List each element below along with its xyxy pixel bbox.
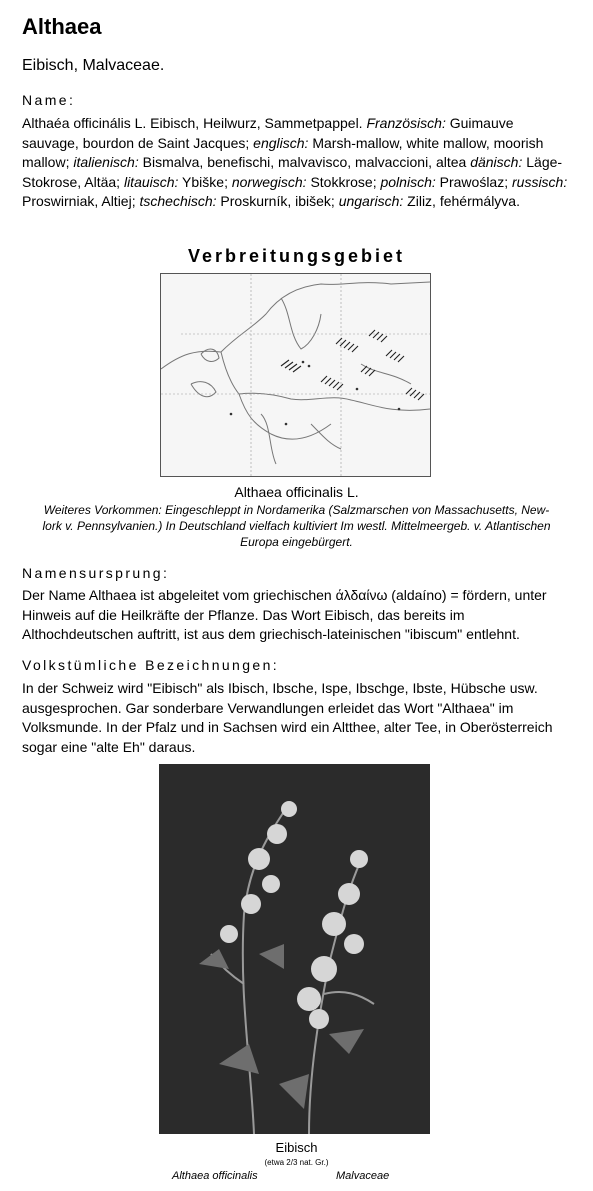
map-heading: Verbreitungsgebiet <box>187 246 406 266</box>
name-paragraph <box>22 114 574 212</box>
photo-scale-note: (etwa 2/3 nat. Gr.) <box>264 1158 329 1167</box>
language-label: italienisch: <box>73 154 139 170</box>
language-label: englisch: <box>253 134 309 151</box>
marshmallow-plant-image <box>159 764 430 1134</box>
language-label: dänisch: <box>470 154 523 170</box>
photo-latin-name: Althaea officinalis <box>172 1170 258 1182</box>
language-label: russisch: <box>512 173 568 190</box>
distribution-map <box>160 273 431 477</box>
plant-photo <box>159 764 430 1134</box>
europe-map-graphic <box>161 274 430 476</box>
section-heading-origin: Namensursprung: <box>22 565 170 581</box>
section-heading-name: Name: <box>22 92 76 108</box>
page-subtitle: Eibisch, Malvaceae. <box>22 57 165 74</box>
name-text-run: Althaéa officinális L. Eibisch, Heilwurz, Sammetpappel. <box>22 115 367 131</box>
language-label: ungarisch: <box>338 193 404 209</box>
photo-caption: Eibisch <box>275 1140 318 1155</box>
folk-paragraph: In der Schweiz wird "Eibisch" als Ibisch, Ibsche, Ispe, Ibschge, Ibste, Hübsche usw. ausgesprochen. Gar sonderbare Verwandlungen erleidet das Wort "Althaea" im Volksmunde. In der Pfalz und in Sachsen wird ein Altthee, alter Tee, in Oberösterreich sogar eine "alte Eh" daraus. <box>22 680 553 755</box>
language-label: litauisch: <box>123 173 179 190</box>
map-caption: Althaea officinalis L. <box>234 484 359 500</box>
map-note: Weiteres Vorkommen: Eingeschleppt in Nordamerika (Salzmarschen von Massachusetts, New-lork v. Pennsylvanien.) In Deutschland vielfach kultiviert Im westl. Mittelmeergeb. v. Atlantischen Europa eingebürgert. <box>42 503 551 549</box>
origin-paragraph: Der Name Althaea ist abgeleitet vom griechischen άλδαίνω (aldaíno) = fördern, unter Hinweis auf die Heilkräfte der Pflanze. Das Wort Eibisch, das bereits im Althochdeutschen auftritt, ist aus dem griechisch-lateinischen "ibiscum" entlehnt. <box>22 587 547 642</box>
name-text-run: Marsh-mallow, white mallow, moorish mallow; <box>22 134 544 170</box>
language-label: norwegisch: <box>231 173 307 190</box>
name-text-run: Ziliz, fehérmályva. <box>403 193 520 209</box>
name-text-run: Bismalva, benefischi, malvavisco, malvaccioni, altea <box>138 154 471 170</box>
page-title: Althaea <box>22 14 102 39</box>
name-text-run: Proswirniak, Altiej; <box>22 193 140 209</box>
language-label: polnisch: <box>380 173 436 190</box>
name-text-run: Proskurník, ibišek; <box>216 193 339 209</box>
photo-family-name: Malvaceae <box>336 1170 390 1182</box>
name-text-run: Ybiške; <box>178 173 232 190</box>
name-text-run: Prawoślaz; <box>435 173 512 190</box>
language-label: Französisch: <box>366 115 446 131</box>
name-text-run: Guimauve sauvage, bourdon de Saint Jacques; <box>22 115 514 151</box>
language-label: tschechisch: <box>139 193 217 209</box>
name-text-run: Läge-Stokrose, Altäa; <box>22 154 563 190</box>
name-text-run: Stokkrose; <box>306 173 381 190</box>
section-heading-folk: Volkstümliche Bezeichnungen: <box>22 657 280 673</box>
